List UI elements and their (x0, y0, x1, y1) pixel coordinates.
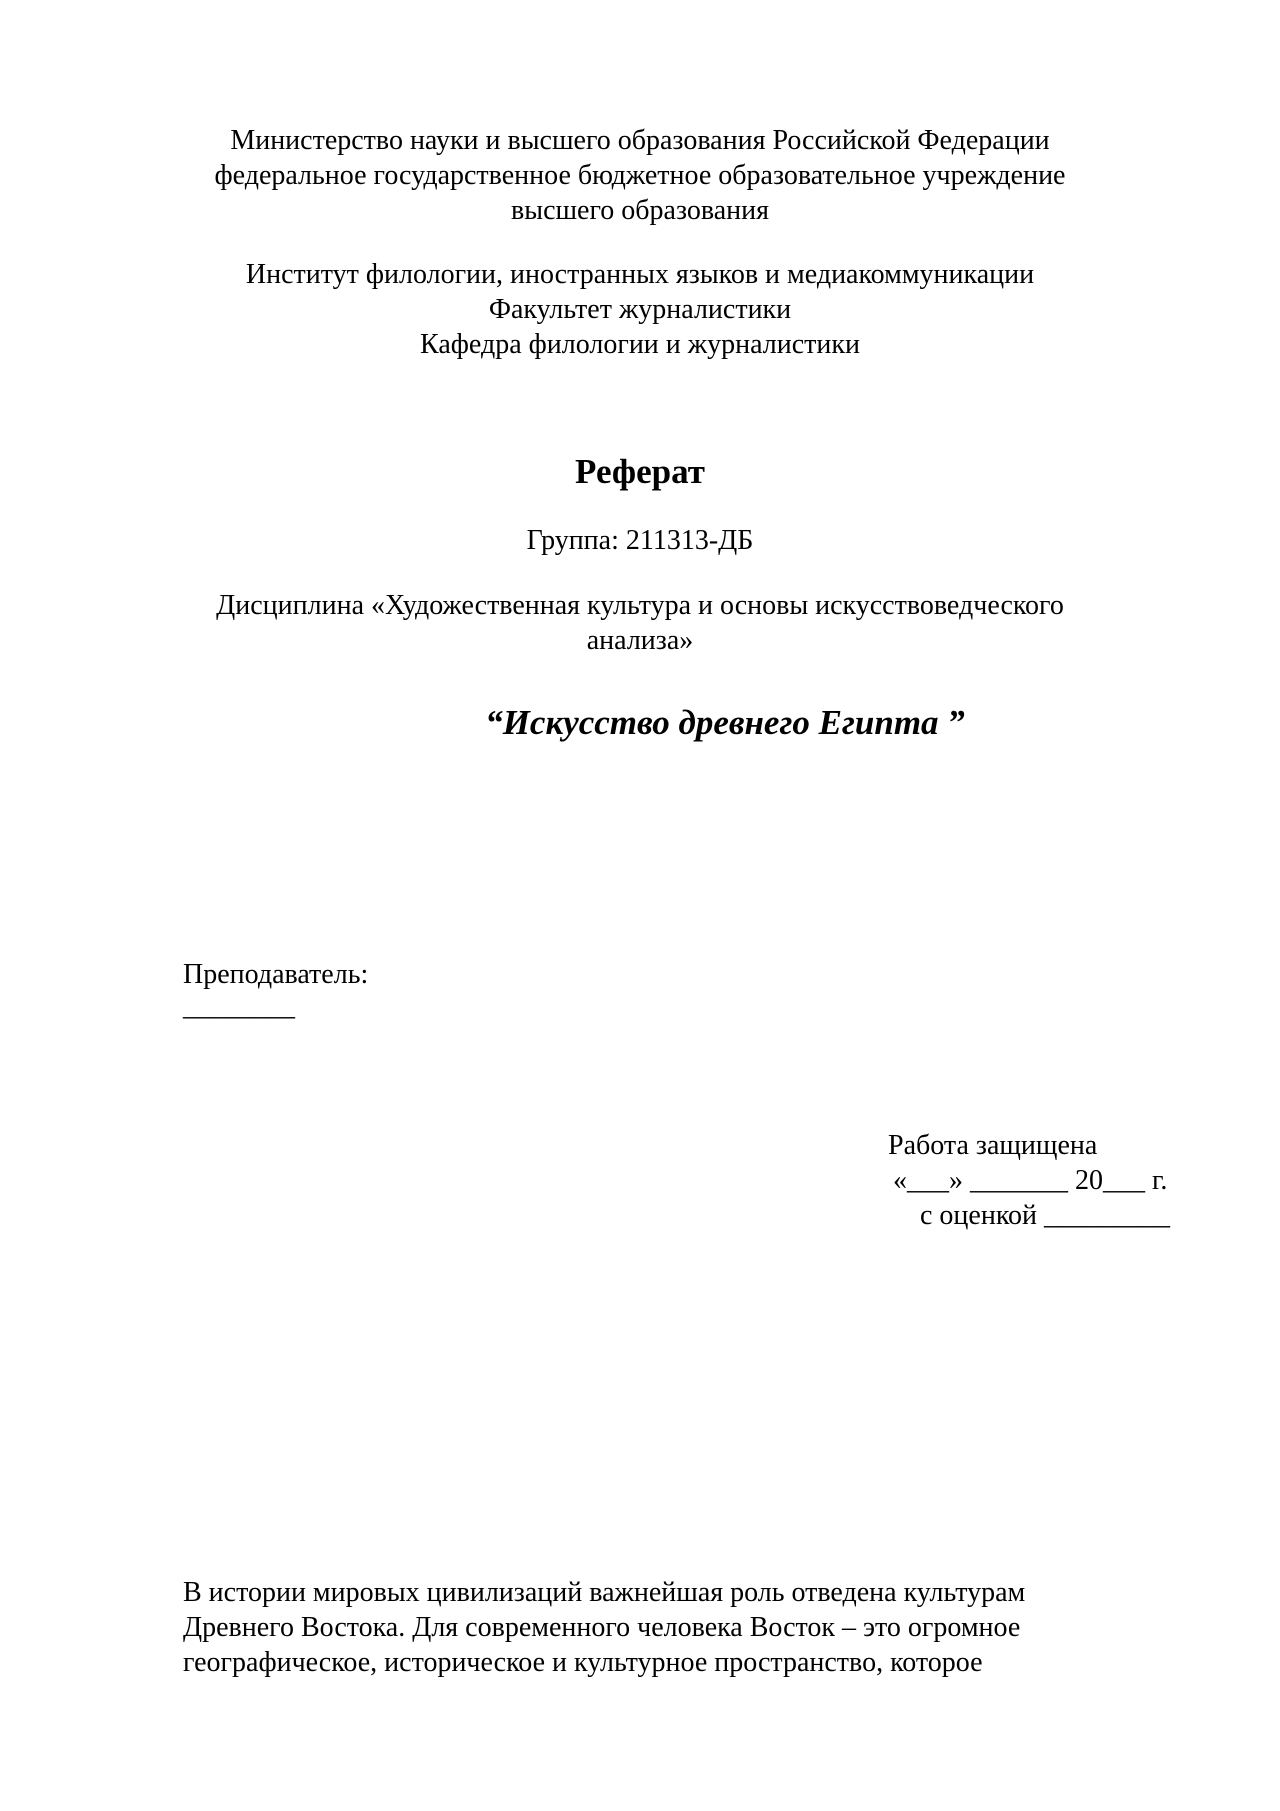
defense-grade: с оценкой _________ (920, 1200, 1170, 1231)
defense-label: Работа защищена (888, 1130, 1098, 1161)
discipline-line-1: Дисциплина «Художественная культура и основы искусствоведческого (216, 590, 1064, 621)
education-level-line: высшего образования (511, 195, 769, 226)
discipline-line-2: анализа» (586, 625, 694, 656)
ministry-line: Министерство науки и высшего образования Российской Федерации (230, 125, 1050, 156)
institution-type-line: федеральное государственное бюджетное образовательное учреждение (214, 160, 1066, 191)
body-paragraph-line-1: В истории мировых цивилизаций важнейшая роль отведена культурам (183, 1577, 1026, 1608)
group-line: Группа: 211313-ДБ (526, 525, 754, 556)
defense-date: «___» _______ 20___ г. (893, 1165, 1168, 1196)
body-paragraph-line-2: Древнего Востока. Для современного человека Восток – это огромное (183, 1612, 1021, 1643)
body-paragraph-line-3: географическое, историческое и культурное пространство, которое (183, 1647, 983, 1678)
teacher-label: Преподаватель: (183, 959, 369, 990)
topic-title: “Искусство древнего Египта ” (485, 703, 965, 742)
department-name: Кафедра филологии и журналистики (420, 329, 860, 360)
document-title: Реферат (575, 452, 705, 491)
institute-name: Институт филологии, иностранных языков и медиакоммуникации (245, 259, 1035, 290)
teacher-blank: ________ (183, 991, 295, 1022)
faculty-name: Факультет журналистики (488, 294, 792, 325)
